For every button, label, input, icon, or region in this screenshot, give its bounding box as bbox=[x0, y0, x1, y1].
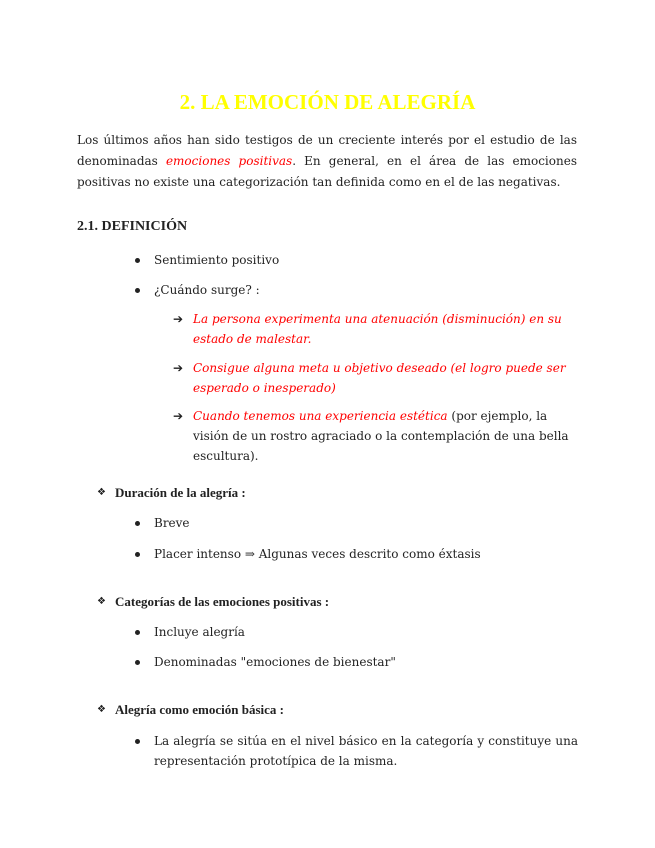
arrow-right-icon: ➔ bbox=[173, 312, 184, 326]
bullet-dot-icon bbox=[135, 630, 140, 635]
arrow-item-rest-text: (por ejemplo, la visión de un rostro agraciado o la contemplación de una bella escultura). bbox=[193, 409, 569, 463]
list-item-text: La alegría se sitúa en el nivel básico en la categoría y constituye una representación prototípica de la misma. bbox=[154, 734, 578, 768]
arrow-item-text: La persona experimenta una atenuación (disminución) en su estado de malestar. bbox=[193, 312, 562, 346]
intro-emphasis: emociones positivas bbox=[165, 154, 293, 168]
bullet-dot-icon bbox=[135, 552, 140, 557]
intro-text-2: . En general, en el área de las emociones positivas no existe una categorización tan definida como en el de las negativas. bbox=[77, 154, 577, 189]
intro-paragraph bbox=[77, 130, 577, 193]
list-item-text: Placer intenso ⇒ Algunas veces descrito como éxtasis bbox=[154, 547, 481, 561]
bullet-dot-icon bbox=[135, 288, 140, 293]
list-item-text: ¿Cuándo surge? : bbox=[154, 283, 260, 297]
bullet-dot-icon bbox=[135, 739, 140, 744]
page-title: 2. LA EMOCIÓN DE ALEGRÍA bbox=[179, 90, 476, 114]
list-item-text: Denominadas "emociones de bienestar" bbox=[154, 655, 396, 669]
heading-text: Duración de la alegría : bbox=[115, 485, 246, 500]
intro-text-1: Los últimos años han sido testigos de un creciente interés por el estudio de las denominadas bbox=[77, 133, 577, 168]
arrow-right-icon: ➔ bbox=[173, 409, 184, 423]
heading-text: Categorías de las emociones positivas : bbox=[115, 594, 330, 609]
arrow-item-text bbox=[193, 406, 578, 466]
bullet-dot-icon bbox=[135, 258, 140, 263]
arrow-item-text: Consigue alguna meta u objetivo deseado (el logro puede ser esperado o inesperado) bbox=[193, 361, 566, 395]
bullet-dot-icon bbox=[135, 660, 140, 665]
list-item-text: Breve bbox=[154, 516, 190, 530]
arrow-right-icon: ➔ bbox=[173, 361, 184, 375]
diamond-bullet-icon: ❖ bbox=[97, 487, 106, 498]
bullet-dot-icon bbox=[135, 521, 140, 526]
list-item-text: Sentimiento positivo bbox=[154, 253, 280, 267]
diamond-bullet-icon: ❖ bbox=[97, 596, 106, 607]
arrow-item-red-text: Cuando tenemos una experiencia estética bbox=[193, 409, 448, 423]
section-heading-definicion: 2.1. DEFINICIÓN bbox=[77, 219, 188, 234]
heading-text: Alegría como emoción básica : bbox=[115, 702, 284, 717]
diamond-bullet-icon: ❖ bbox=[97, 704, 106, 715]
list-item-text: Incluye alegría bbox=[154, 625, 245, 639]
